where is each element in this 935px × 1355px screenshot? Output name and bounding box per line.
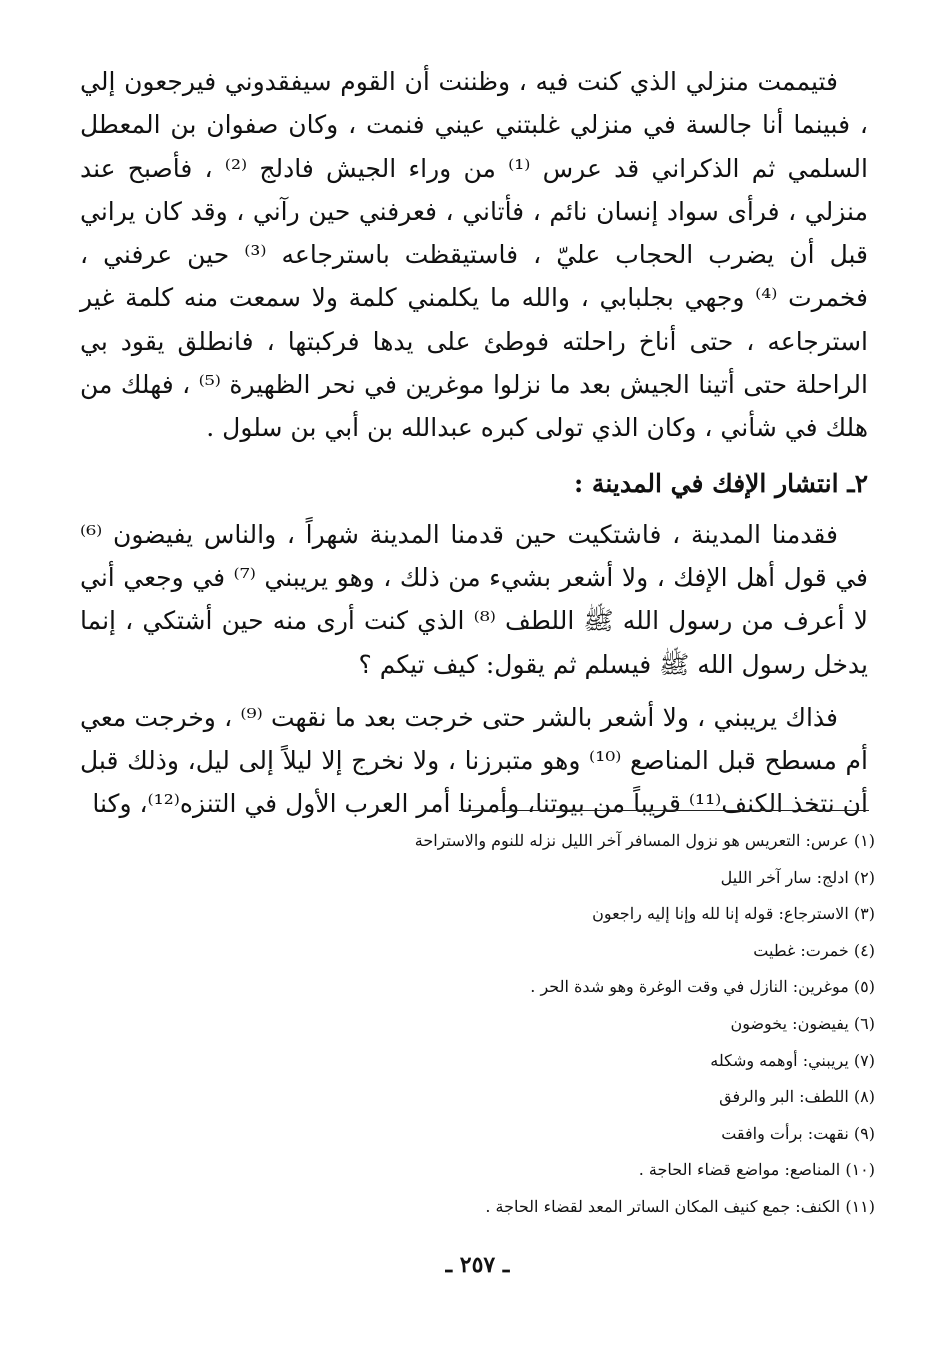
spacer bbox=[80, 686, 868, 696]
footnote: (٩) نقهت: برأت وافقت bbox=[721, 1123, 875, 1143]
paragraph-2: فقدمنا المدينة ، فاشتكيت حين قدمنا المدينة شهراً ، والناس يفيضون ⁽⁶⁾ في قول أهل الإفك ، ولا أشعر بشيء من ذلك ، وهو يريبني ⁽⁷⁾ في وجعي أني لا أعرف من رسول الله ﷺ اللطف ⁽⁸⁾ الذي كنت أرى منه حين أشتكي ، إنما يدخل رسول الله ﷺ فيسلم ثم يقول: كيف تيكم ؟ bbox=[80, 519, 869, 679]
footnote: (٨) اللطف: البر والرفق bbox=[719, 1087, 875, 1107]
footnote: (٥) موغرين: النازل في وقت الوغرة وهو شدة الحر . bbox=[530, 977, 875, 997]
footnote: (٦) يفيضون: يخوضون bbox=[730, 1013, 875, 1033]
page-number: ـ ٢٥٧ ـ bbox=[445, 1252, 510, 1278]
footnote: (٣) الاسترجاع: قوله إنا لله وإنا إليه راجعون bbox=[592, 904, 875, 924]
main-text bbox=[80, 60, 868, 826]
footnote: (١١) الكنف: جمع كنيف المكان الساتر المعد لقضاء الحاجة . bbox=[485, 1196, 875, 1216]
footnote: (٧) يريبني: أوهمه وشكله bbox=[710, 1050, 875, 1070]
footnotes bbox=[315, 823, 875, 1226]
footnote: (١) عرس: التعريس هو نزول المسافر آخر الليل نزله للنوم والاستراحة bbox=[414, 831, 875, 850]
spacer bbox=[80, 450, 868, 460]
footnote: (٢) ادلج: سار آخر الليل bbox=[720, 867, 875, 887]
footnote-separator bbox=[459, 810, 869, 811]
paragraph-1: فتيممت منزلي الذي كنت فيه ، وظننت أن القوم سيفقدوني فيرجعون إلي ، فبينما أنا جالسة في منزلي غلبتني عيني فنمت ، وكان صفوان بن المعطل السلمي ثم الذكراني قد عرس ⁽¹⁾ من وراء الجيش فادلج ⁽²⁾ ، فأصبح عند منزلي ، فرأى سواد إنسان نائم ، فأتاني ، فعرفني حين رآني ، وقد كان يراني قبل أن يضرب الحجاب عليّ ، فاستيقظت باسترجاعه ⁽³⁾ حين عرفني ، فخمرت ⁽⁴⁾ وجهي بجلبابي ، والله ما يكلمني كلمة ولا سمعت منه كلمة غير استرجاعه ، حتى أناخ راحلته فوطئ على يدها فركبتها ، فانطلق يقود بي الراحلة حتى أتينا الجيش بعد ما نزلوا موغرين في نحر الظهيرة ⁽⁵⁾ ، فهلك من هلك في شأني ، وكان الذي تولى كبره عبدالله بن أبي بن سلول . bbox=[80, 67, 869, 443]
paragraph-3: فذاك يريبني ، ولا أشعر بالشر حتى خرجت بعد ما نقهت ⁽⁹⁾ ، وخرجت معي أم مسطح قبل المناصع ⁽¹⁰⁾ وهو متبرزنا ، ولا نخرج إلا ليلاً إلى ليل، وذلك قبل أن نتخذ الكنف⁽¹¹⁾ قريباً من بيوتنا، وأمرنا أمر العرب الأول في التنزه⁽¹²⁾، وكنا bbox=[80, 702, 868, 819]
section-heading: ٢ـ انتشار الإفك في المدينة : bbox=[573, 468, 868, 498]
footnote: (١٠) المناصع: مواضع قضاء الحاجة . bbox=[638, 1160, 875, 1180]
footnote: (٤) خمرت: غطيت bbox=[753, 940, 875, 960]
